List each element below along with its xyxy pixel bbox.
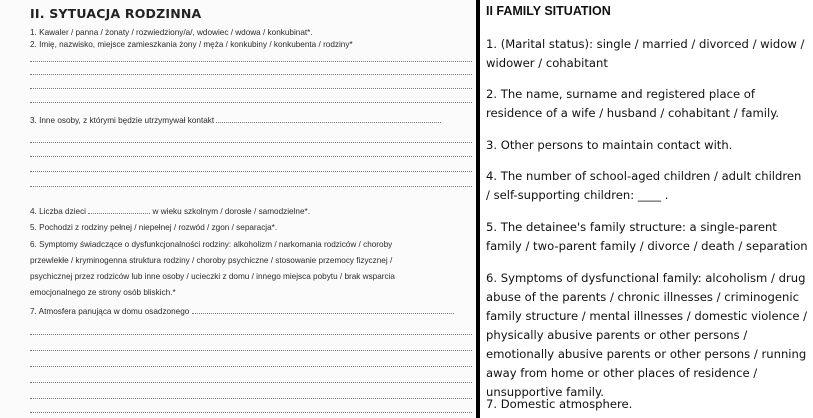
polish-line-1: 1. Kawaler / panna / żonaty / rozwiedziony/a/, wdowiec / wdowa / konkubinat*. — [30, 28, 313, 37]
translation-panel — [480, 0, 813, 418]
translation-item-1: 1. (Marital status): single / married / divorced / widow / widower / cohabitant — [486, 37, 805, 70]
translation-item-3: 3. Other persons to maintain contact with. — [486, 138, 733, 152]
polish-line-2: 2. Imię, nazwisko, miejsce zamieszkania żony / męża / konkubiny / konkubenta / rodziny* — [30, 40, 353, 49]
translation-title: II FAMILY SITUATION — [486, 4, 611, 18]
polish-form-title: II. SYTUACJA RODZINNA — [30, 6, 202, 21]
blank-line — [30, 350, 472, 351]
polish-line-6c: psychicznej przez rodziców lub inne osoby / ucieczki z domu / innego miejsca pobytu / brak wsparcia — [30, 272, 395, 281]
blank-line — [30, 186, 472, 187]
blank-line — [30, 102, 472, 103]
translation-item-7: 7. Domestic atmosphere. — [486, 397, 633, 411]
polish-line-4a: 4. Liczba dzieci — [30, 207, 86, 216]
polish-line-6a: 6. Symptomy świadczące o dysfunkcjonalności rodziny: alkoholizm / narkomania rodziców / choroby — [30, 240, 393, 249]
blank-line — [30, 382, 472, 383]
polish-line-5: 5. Pochodzi z rodziny pełnej / niepełnej / rozwód / zgon / separacja*. — [30, 223, 278, 232]
polish-line-4 — [30, 207, 310, 216]
translation-item-2: 2. The name, surname and registered place of residence of a wife / husband / cohabitant / family. — [486, 87, 780, 120]
fill-in-blank — [88, 213, 150, 214]
translation-item-4: 4. The number of school-aged children / adult children / self-supporting children: ____ . — [486, 169, 802, 202]
fill-in-blank — [216, 122, 441, 123]
fill-in-blank — [192, 313, 454, 314]
polish-line-3-text: 3. Inne osoby, z którymi będzie utrzymywał kontakt — [30, 116, 215, 125]
polish-line-6d: emocjonalnego ze strony osób bliskich.* — [30, 288, 176, 297]
polish-line-7-text: 7. Atmosfera panująca w domu osadzonego — [30, 307, 190, 316]
blank-line — [30, 334, 472, 335]
blank-line — [30, 171, 472, 172]
translation-item-5: 5. The detainee's family structure: a single-parent family / two-parent family / divorce / death / separation — [486, 220, 808, 253]
blank-line — [30, 366, 472, 367]
translation-item-6: 6. Symptoms of dysfunctional family: alcoholism / drug abuse of the parents / chronic illnesses / criminogenic family structure / mental illnesses / domestic violence / physically abusive parents or other persons / emotionally abusive parents or other persons / running away from home or other places of residence / unsupportive family. — [486, 271, 808, 399]
blank-line — [30, 74, 472, 75]
blank-line — [30, 156, 472, 157]
polish-line-7 — [30, 307, 454, 316]
polish-line-6b: przewlekłe / kryminogenna struktura rodziny / choroby psychiczne / stosowanie przemocy fizycznej / — [30, 256, 393, 265]
blank-line — [30, 88, 472, 89]
polish-line-3 — [30, 116, 441, 125]
blank-line — [30, 142, 472, 143]
blank-line — [30, 412, 472, 413]
blank-line — [30, 398, 472, 399]
polish-line-4b: w wieku szkolnym / dorosłe / samodzielne*. — [152, 207, 310, 216]
blank-line — [30, 61, 472, 62]
